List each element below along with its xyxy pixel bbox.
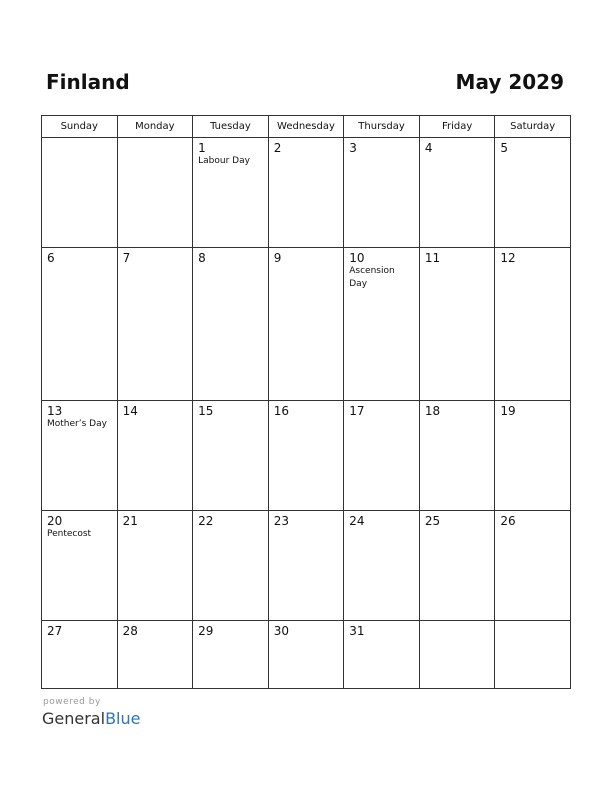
day-number: 13 [47, 403, 63, 418]
day-number: 3 [349, 141, 357, 155]
day-number: 4 [424, 141, 433, 155]
holiday-label: Ascension Day [349, 266, 395, 290]
day-number: 29 [198, 623, 214, 638]
powered-by-label: powered by [43, 697, 101, 707]
day-number: 17 [349, 403, 365, 418]
day-cell [42, 138, 118, 248]
day-cell [193, 620, 269, 688]
holiday-label: Pentecost [47, 528, 92, 539]
day-cell [42, 400, 118, 510]
week-row [42, 510, 571, 620]
day-number: 19 [500, 403, 516, 418]
weekday-friday: Friday [419, 116, 495, 138]
week-row [42, 138, 571, 248]
day-cell [344, 138, 420, 248]
weekday-monday: Monday [117, 116, 193, 138]
day-number: 7 [122, 251, 131, 266]
day-cell [42, 620, 118, 688]
day-cell [193, 138, 269, 248]
day-cell [344, 400, 420, 510]
day-cell [193, 248, 269, 400]
week-row [42, 400, 571, 510]
weekday-saturday: Saturday [495, 116, 571, 138]
day-cell [419, 138, 495, 248]
day-number: 21 [122, 513, 138, 528]
day-cell [419, 510, 495, 620]
weekday-thursday: Thursday [344, 116, 420, 138]
day-number: 9 [273, 251, 282, 266]
day-cell [117, 248, 193, 400]
day-number: 16 [273, 403, 289, 418]
day-cell [344, 248, 420, 400]
brand-blue-text: Blue [105, 709, 141, 728]
day-number: 18 [424, 403, 441, 418]
day-number: 20 [47, 513, 63, 528]
day-number: 2 [273, 141, 282, 155]
week-row [42, 248, 571, 400]
day-cell [344, 510, 420, 620]
day-number: 10 [349, 251, 365, 266]
day-cell [117, 510, 193, 620]
holiday-label: Mother’s Day [47, 418, 107, 429]
day-number: 5 [500, 141, 509, 155]
day-number: 25 [424, 513, 441, 528]
day-number: 31 [349, 623, 365, 638]
day-cell [495, 510, 571, 620]
day-number: 22 [198, 513, 214, 528]
day-number: 15 [198, 403, 214, 418]
day-number: 8 [198, 251, 206, 266]
day-cell [268, 510, 344, 620]
holiday-label: Labour Day [198, 156, 250, 166]
month-year-title: May 2029 [455, 70, 564, 94]
day-cell [268, 620, 344, 688]
day-cell [268, 138, 344, 248]
day-cell [42, 510, 118, 620]
weekday-header-row [42, 116, 571, 138]
day-cell [419, 620, 495, 688]
day-cell [495, 620, 571, 688]
day-cell [344, 620, 420, 688]
day-cell [495, 248, 571, 400]
day-number: 28 [122, 623, 138, 638]
weekday-tuesday: Tuesday [193, 116, 269, 138]
day-number: 6 [47, 251, 55, 266]
weekday-sunday: Sunday [42, 116, 118, 138]
day-cell [419, 400, 495, 510]
country-title: Finland [46, 70, 130, 94]
day-cell [117, 620, 193, 688]
day-cell [117, 400, 193, 510]
day-cell [495, 138, 571, 248]
day-number: 23 [273, 513, 289, 528]
day-number: 30 [273, 623, 289, 638]
day-number: 14 [122, 403, 138, 418]
calendar-grid [41, 115, 571, 689]
day-cell [42, 248, 118, 400]
day-number: 12 [500, 251, 516, 266]
day-cell [193, 510, 269, 620]
day-number: 24 [349, 513, 365, 528]
day-cell [193, 400, 269, 510]
day-cell [268, 400, 344, 510]
day-cell [419, 248, 495, 400]
day-cell [117, 138, 193, 248]
day-number: 1 [198, 141, 206, 155]
day-cell [268, 248, 344, 400]
brand-general-text: General [42, 709, 106, 728]
day-number: 27 [47, 623, 63, 638]
day-cell [495, 400, 571, 510]
day-number: 26 [500, 513, 516, 528]
week-row [42, 620, 571, 688]
generalblue-logo[interactable] [42, 709, 140, 728]
day-number: 11 [424, 251, 441, 266]
weekday-wednesday: Wednesday [268, 116, 344, 138]
